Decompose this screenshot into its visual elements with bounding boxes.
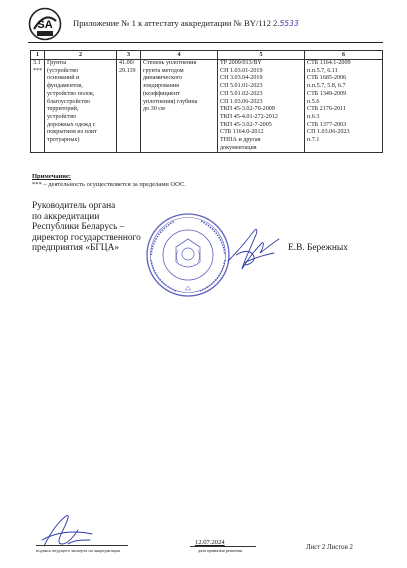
column-header: 2 — [45, 51, 117, 60]
handwritten-number: 5533 — [279, 19, 299, 28]
director-signature-icon — [224, 225, 282, 275]
header-divider — [28, 42, 383, 43]
expert-signature-line — [36, 545, 128, 546]
signatory-title: Руководитель органа по аккредитации Республики Беларусь – директор государственного предприятия «БГЦА» — [32, 201, 141, 254]
signatory-name: Е.В. Бережных — [288, 243, 348, 253]
decision-date: 12.07.2024 — [195, 539, 225, 546]
page-counter: Лист 2 Листов 2 — [306, 544, 353, 551]
column-header: 6 — [305, 51, 383, 60]
decision-date-caption: дата принятия решения — [198, 548, 242, 553]
bgca-logo-icon — [28, 7, 62, 41]
note-text: *** – деятельность осуществляется за пределами ООС. — [32, 181, 186, 188]
cell-standards: ТР 2009/013/BY СН 1.03.01-2019 СН 3.03.04-2019 СП 5.01.01-2023 СП 5.01.02-2023 СП 1.03.06-2023 ТКП 45-3.02-70-2009 ТКП 45-4.01-272-2012 ТКП 45-3.02-7-2005 СТБ 1164.0-2012 ТНПА и другая документация — [218, 60, 305, 153]
official-seal-icon — [145, 212, 231, 298]
table-row — [31, 60, 383, 153]
column-header: 1 — [31, 51, 45, 60]
cell-object: Грунты (устройство оснований и фундаментов, устройство полов, благоустройство территорий, устройство дорожных одежд с покрытием из плит тротуарных) — [45, 60, 117, 153]
note-title: Примечание: — [32, 173, 72, 180]
table-header-row — [31, 51, 383, 60]
cell-characteristic: Степень уплотнения грунта методом динамического зондирования (коэффициент уплотнения) глубина до 30 см — [141, 60, 218, 153]
column-header: 3 — [117, 51, 141, 60]
header-title: Приложение № 1 к аттестату аккредитации № BY/112 2.5533 — [73, 18, 299, 28]
column-header: 5 — [218, 51, 305, 60]
date-line — [190, 546, 256, 547]
column-header: 4 — [141, 51, 218, 60]
cell-code: 41.00/ 29.119 — [117, 60, 141, 153]
cell-methods: СТБ 1164.1-2009 п.п.5.7, 6.11 СТБ 1685-2006 п.п.5.7, 5.8, 6.7 СТБ 1349-2009 п.5.6 СТБ 2176-2011 п.6.3 СТБ 1377-2003 СП 1.03.06-2023 п.7.1 — [305, 60, 383, 153]
svg-text:SA: SA — [37, 19, 53, 31]
accreditation-table — [30, 50, 383, 153]
expert-signature-caption: подпись ведущего эксперта по аккредитации — [36, 548, 120, 553]
cell-number: 3.1 *** — [31, 60, 45, 153]
